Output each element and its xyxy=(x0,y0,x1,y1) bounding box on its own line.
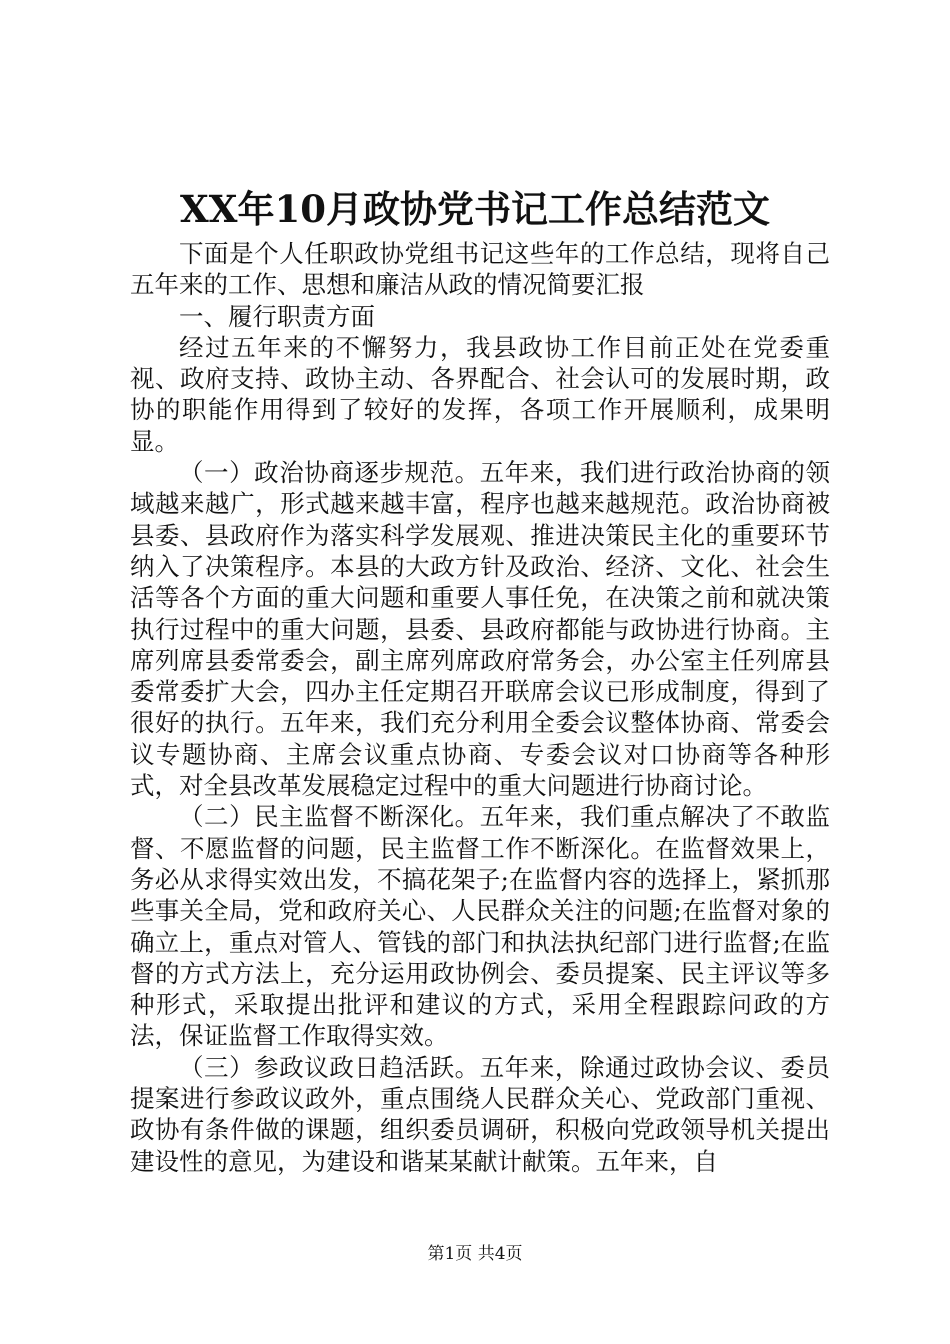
paragraph-participation: （三）参政议政日趋活跃。五年来，除通过政协会议、委员提案进行参政议政外，重点围绕人民群众关心、党政部门重视、政协有条件做的课题，组织委员调研，积极向党政领导机关提出建设性的意见，为建设和谐某某献计献策。五年来，自 xyxy=(130,1052,830,1176)
section-heading-duties: 一、履行职责方面 xyxy=(179,301,375,331)
paragraph-democratic-supervision: （二）民主监督不断深化。五年来，我们重点解决了不敢监督、不愿监督的问题，民主监督工作不断深化。在监督效果上，务必从求得实效出发，不搞花架子;在监督内容的选择上，紧抓那些事关全局，党和政府关心、人民群众关注的问题;在监督对象的确立上，重点对管人、管钱的部门和执法执纪部门进行监督;在监督的方式方法上，充分运用政协例会、委员提案、民主评议等多种形式，采取提出批评和建议的方式，采用全程跟踪问政的方法，保证监督工作取得实效。 xyxy=(130,802,830,1051)
document-title: XX年10月政协党书记工作总结范文 xyxy=(180,187,770,231)
document-body xyxy=(130,238,830,1177)
paragraph-political-consultation: （一）政治协商逐步规范。五年来，我们进行政治协商的领域越来越广，形式越来越丰富，程序也越来越规范。政治协商被县委、县政府作为落实科学发展观、推进决策民主化的重要环节纳入了决策程序。本县的大政方针及政治、经济、文化、社会生活等各个方面的重大问题和重要人事任免，在决策之前和就决策执行过程中的重大问题，县委、县政府都能与政协进行协商。主席列席县委常委会，副主席列席政府常务会，办公室主任列席县委常委扩大会，四办主任定期召开联席会议已形成制度，得到了很好的执行。五年来，我们充分利用全委会议整体协商、常委会议专题协商、主席会议重点协商、专委会议对口协商等各种形式，对全县改革发展稳定过程中的重大问题进行协商讨论。 xyxy=(130,458,830,801)
paragraph-intro: 下面是个人任职政协党组书记这些年的工作总结，现将自己五年来的工作、思想和廉洁从政的情况简要汇报 xyxy=(130,239,830,300)
page-number-footer: 第1页 共4页 xyxy=(427,1244,523,1264)
paragraph-overview: 经过五年来的不懈努力，我县政协工作目前正处在党委重视、政府支持、政协主动、各界配合、社会认可的发展时期，政协的职能作用得到了较好的发挥，各项工作开展顺利，成果明显。 xyxy=(130,332,830,456)
